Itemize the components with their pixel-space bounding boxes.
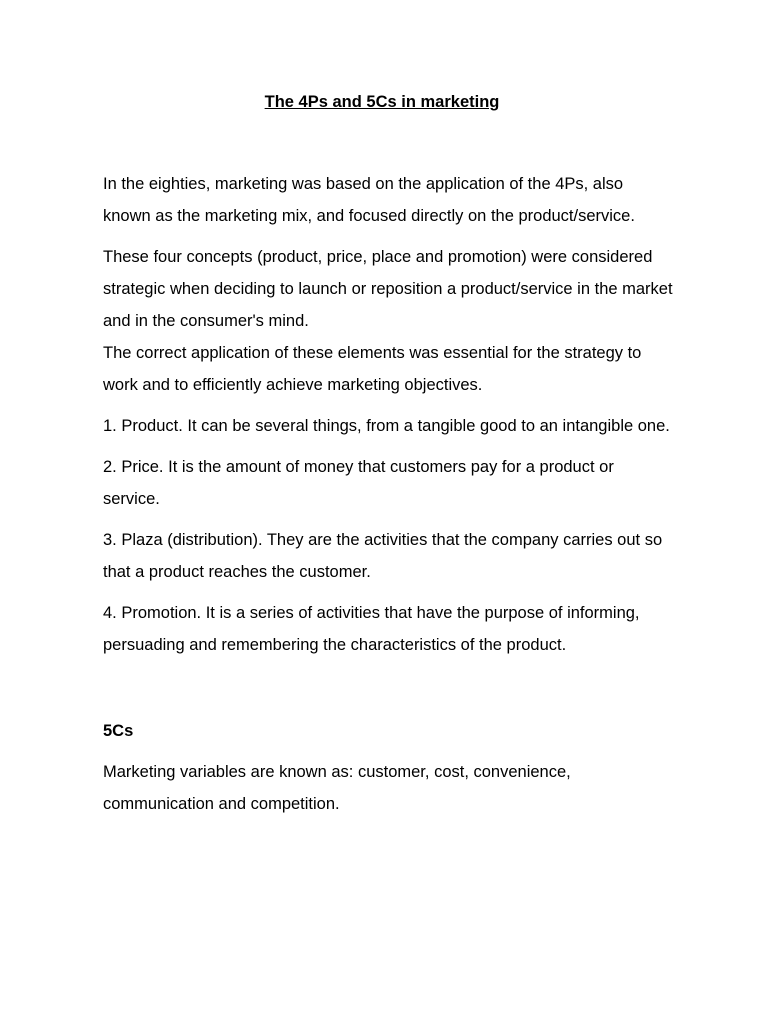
paragraph-correct-application: The correct application of these elements was essential for the strategy to work and to efficiently achieve marketing objectives. bbox=[103, 344, 642, 394]
list-item-product: 1. Product. It can be several things, from a tangible good to an intangible one. bbox=[103, 417, 670, 435]
list-item-plaza: 3. Plaza (distribution). They are the activities that the company carries out so that a product reaches the customer. bbox=[103, 531, 663, 581]
document-body bbox=[103, 168, 673, 820]
paragraph-four-concepts: These four concepts (product, price, place and promotion) were considered strategic when deciding to launch or reposition a product/service in the market and in the consumer's mind. bbox=[103, 248, 673, 330]
list-item-price: 2. Price. It is the amount of money that customers pay for a product or service. bbox=[103, 458, 614, 508]
section-heading-5cs: 5Cs bbox=[103, 722, 134, 740]
document-title: The 4Ps and 5Cs in marketing bbox=[264, 93, 500, 111]
list-item-promotion: 4. Promotion. It is a series of activities that have the purpose of informing, persuading and remembering the characteristics of the product. bbox=[103, 604, 640, 654]
paragraph-5cs: Marketing variables are known as: customer, cost, convenience, communication and competition. bbox=[103, 763, 571, 813]
paragraph-intro: In the eighties, marketing was based on the application of the 4Ps, also known as the marketing mix, and focused directly on the product/service. bbox=[103, 175, 635, 225]
